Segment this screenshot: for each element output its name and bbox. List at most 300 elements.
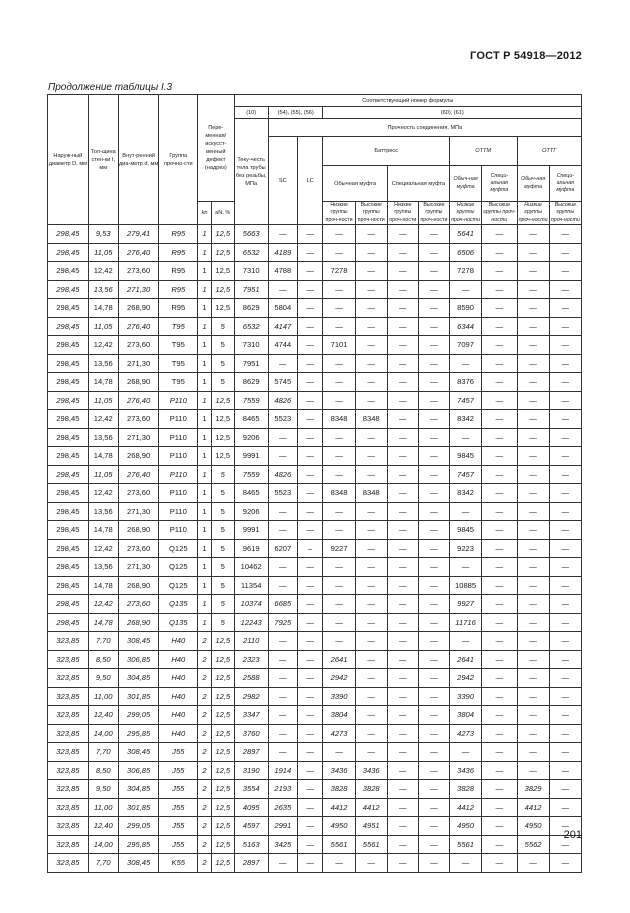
table-cell: —	[297, 687, 323, 706]
table-cell: 298,45	[48, 613, 89, 632]
table-cell: 12,5	[212, 743, 235, 762]
table-cell: 7,70	[88, 632, 118, 651]
table-cell: —	[387, 262, 418, 281]
table-cell: 273,60	[118, 595, 159, 614]
table-cell: 298,45	[48, 595, 89, 614]
table-cell: —	[482, 835, 517, 854]
table-cell: 323,85	[48, 706, 89, 725]
table-cell: —	[449, 428, 481, 447]
table-cell: 8629	[234, 373, 268, 392]
table-cell: R95	[159, 243, 198, 262]
table-cell: —	[355, 558, 387, 577]
table-cell: —	[387, 317, 418, 336]
table-cell: 7,70	[88, 854, 118, 873]
table-cell: 7951	[234, 280, 268, 299]
table-cell: 11,05	[88, 243, 118, 262]
table-cell: 6685	[268, 595, 297, 614]
table-cell: 298,45	[48, 410, 89, 429]
table-cell: 4412	[517, 798, 549, 817]
table-cell: —	[323, 317, 355, 336]
table-cell: 9991	[234, 447, 268, 466]
table-cell: 8348	[355, 410, 387, 429]
table-cell: —	[517, 706, 549, 725]
table-cell: 7925	[268, 613, 297, 632]
table-cell: 12,5	[212, 687, 235, 706]
table-cell: 273,60	[118, 484, 159, 503]
table-cell: 2897	[234, 854, 268, 873]
table-cell: —	[297, 428, 323, 447]
table-cell: 271,30	[118, 558, 159, 577]
table-cell: —	[482, 632, 517, 651]
table-cell: 5561	[355, 835, 387, 854]
table-row	[48, 595, 582, 614]
table-cell: —	[387, 558, 418, 577]
table-cell: 3760	[234, 724, 268, 743]
header-ottg-special: Специ-альная муфта	[549, 166, 581, 202]
table-cell: 298,45	[48, 225, 89, 244]
table-cell: 323,85	[48, 650, 89, 669]
table-cell: 1	[198, 280, 212, 299]
table-cell: —	[355, 428, 387, 447]
table-cell: 298,45	[48, 262, 89, 281]
table-cell: 1	[198, 447, 212, 466]
table-row	[48, 854, 582, 873]
table-cell: 299,05	[118, 817, 159, 836]
table-cell: —	[323, 428, 355, 447]
table-cell: 11,05	[88, 391, 118, 410]
table-cell: —	[355, 706, 387, 725]
table-cell: —	[549, 576, 581, 595]
table-cell: 11,05	[88, 465, 118, 484]
table-cell: 7310	[234, 262, 268, 281]
table-cell: —	[297, 761, 323, 780]
table-cell: 304,85	[118, 780, 159, 799]
table-cell: 3436	[449, 761, 481, 780]
table-cell: 14,78	[88, 299, 118, 318]
table-cell: —	[323, 632, 355, 651]
table-cell: —	[323, 354, 355, 373]
table-cell: 3190	[234, 761, 268, 780]
table-cell: 268,90	[118, 299, 159, 318]
table-cell: 2	[198, 835, 212, 854]
table-cell: 13,56	[88, 280, 118, 299]
table-cell: 9619	[234, 539, 268, 558]
table-cell: 1914	[268, 761, 297, 780]
table-cell: 6532	[234, 243, 268, 262]
table-cell: —	[418, 780, 449, 799]
table-cell: —	[517, 558, 549, 577]
table-cell: —	[387, 447, 418, 466]
table-cell: —	[297, 817, 323, 836]
table-cell: —	[549, 262, 581, 281]
table-cell: —	[297, 650, 323, 669]
table-cell: —	[387, 373, 418, 392]
table-cell: 276,40	[118, 243, 159, 262]
table-cell: 3436	[323, 761, 355, 780]
table-cell: —	[482, 336, 517, 355]
table-cell: —	[418, 521, 449, 540]
table-cell: —	[517, 484, 549, 503]
table-cell: 13,56	[88, 354, 118, 373]
table-cell: —	[387, 650, 418, 669]
table-cell: 298,45	[48, 317, 89, 336]
table-cell: J55	[159, 817, 198, 836]
table-cell: 8465	[234, 410, 268, 429]
table-cell: —	[297, 484, 323, 503]
table-cell: H40	[159, 687, 198, 706]
header-formula-60: (60), (61)	[323, 107, 582, 119]
table-cell: 1	[198, 613, 212, 632]
table-row	[48, 410, 582, 429]
table-cell: 298,45	[48, 373, 89, 392]
header-formula-number: Соответствующий номер формулы	[234, 95, 581, 107]
table-cell: —	[482, 576, 517, 595]
table-cell: —	[549, 299, 581, 318]
table-cell: —	[355, 225, 387, 244]
table-cell: 2588	[234, 669, 268, 688]
table-cell: 273,60	[118, 262, 159, 281]
table-cell: 12,42	[88, 484, 118, 503]
table-cell: 298,45	[48, 558, 89, 577]
table-cell: 5523	[268, 410, 297, 429]
table-row	[48, 391, 582, 410]
table-cell: 1	[198, 502, 212, 521]
table-row	[48, 835, 582, 854]
table-row	[48, 299, 582, 318]
table-cell: H40	[159, 632, 198, 651]
table-cell: 13,56	[88, 428, 118, 447]
table-cell: —	[517, 280, 549, 299]
table-cell: —	[517, 262, 549, 281]
table-cell: P110	[159, 465, 198, 484]
table-cell: 2942	[449, 669, 481, 688]
table-row	[48, 373, 582, 392]
table-cell: —	[297, 798, 323, 817]
table-cell: 5562	[517, 835, 549, 854]
table-cell: —	[449, 280, 481, 299]
table-cell: —	[482, 650, 517, 669]
table-cell: —	[549, 317, 581, 336]
table-row	[48, 780, 582, 799]
table-cell: 301,85	[118, 687, 159, 706]
table-cell: —	[268, 521, 297, 540]
table-cell: 268,90	[118, 373, 159, 392]
table-cell: 12,5	[212, 262, 235, 281]
table-cell: 276,40	[118, 391, 159, 410]
table-cell: —	[549, 798, 581, 817]
table-cell: —	[297, 465, 323, 484]
table-cell: 4412	[355, 798, 387, 817]
table-cell: 9,50	[88, 669, 118, 688]
table-cell: —	[268, 706, 297, 725]
table-cell: —	[323, 521, 355, 540]
table-cell: —	[355, 854, 387, 873]
table-cell: —	[297, 613, 323, 632]
table-cell: —	[549, 780, 581, 799]
table-row	[48, 521, 582, 540]
table-cell: —	[549, 447, 581, 466]
table-cell: 9223	[449, 539, 481, 558]
header-inner-diameter: Внут-ренний диа-метр d, мм	[118, 95, 159, 225]
table-cell: 271,30	[118, 502, 159, 521]
table-cell: 12,5	[212, 835, 235, 854]
header-ottm-special: Специ-альная муфта	[482, 166, 517, 202]
table-row	[48, 539, 582, 558]
table-cell: 3347	[234, 706, 268, 725]
table-cell: 12,5	[212, 243, 235, 262]
table-row	[48, 706, 582, 725]
table-cell: —	[355, 299, 387, 318]
table-cell: 279,41	[118, 225, 159, 244]
table-cell: 2	[198, 632, 212, 651]
table-cell: —	[482, 761, 517, 780]
table-cell: 323,85	[48, 724, 89, 743]
table-cell: P110	[159, 502, 198, 521]
table-cell: —	[387, 669, 418, 688]
table-cell: 9227	[323, 539, 355, 558]
table-cell: 7101	[323, 336, 355, 355]
table-cell: 4273	[449, 724, 481, 743]
table-cell: 3804	[449, 706, 481, 725]
table-cell: 12,42	[88, 262, 118, 281]
table-cell: —	[387, 724, 418, 743]
table-cell: —	[482, 798, 517, 817]
table-cell: 4412	[449, 798, 481, 817]
table-cell: —	[482, 706, 517, 725]
table-cell: —	[297, 521, 323, 540]
table-cell: 2	[198, 761, 212, 780]
table-cell: 4826	[268, 465, 297, 484]
table-row	[48, 817, 582, 836]
table-cell: 14,78	[88, 447, 118, 466]
header-formula-54: (54), (55), (56)	[268, 107, 323, 119]
table-cell: —	[549, 761, 581, 780]
table-cell: —	[549, 558, 581, 577]
header-low-groups: Низкие группы проч-ности	[451, 202, 481, 223]
table-cell: —	[268, 650, 297, 669]
table-cell: 273,60	[118, 539, 159, 558]
table-row	[48, 354, 582, 373]
table-cell: —	[355, 521, 387, 540]
table-cell: 8348	[355, 484, 387, 503]
table-cell: 12,5	[212, 724, 235, 743]
table-cell: —	[355, 743, 387, 762]
table-cell: 12,5	[212, 225, 235, 244]
table-row	[48, 558, 582, 577]
table-cell: 2	[198, 780, 212, 799]
table-cell: 298,45	[48, 539, 89, 558]
table-cell: 5	[212, 336, 235, 355]
table-cell: 5	[212, 576, 235, 595]
table-cell: —	[355, 595, 387, 614]
table-cell: 298,45	[48, 447, 89, 466]
table-cell: 10462	[234, 558, 268, 577]
table-continuation-title: Продолжение таблицы I.3	[48, 82, 173, 93]
page-number: 201	[563, 829, 582, 841]
table-cell: 12,5	[212, 280, 235, 299]
table-cell: H40	[159, 724, 198, 743]
table-cell: —	[482, 558, 517, 577]
table-cell: —	[549, 521, 581, 540]
table-cell: 323,85	[48, 632, 89, 651]
table-cell: —	[355, 262, 387, 281]
table-cell: —	[517, 669, 549, 688]
table-cell: —	[297, 317, 323, 336]
table-cell: —	[387, 761, 418, 780]
table-cell: 9845	[449, 521, 481, 540]
table-cell: —	[549, 410, 581, 429]
table-cell: 298,45	[48, 521, 89, 540]
table-cell: —	[355, 280, 387, 299]
table-cell: R95	[159, 262, 198, 281]
table-cell: P110	[159, 428, 198, 447]
table-cell: —	[482, 854, 517, 873]
table-cell: 14,78	[88, 373, 118, 392]
table-cell: —	[297, 780, 323, 799]
table-cell: —	[549, 743, 581, 762]
table-cell: —	[387, 410, 418, 429]
table-cell: —	[549, 336, 581, 355]
table-row	[48, 465, 582, 484]
table-cell: 2	[198, 706, 212, 725]
table-cell: 8348	[323, 484, 355, 503]
table-cell: 12,42	[88, 595, 118, 614]
table-row	[48, 613, 582, 632]
table-cell: —	[549, 225, 581, 244]
table-cell: —	[268, 225, 297, 244]
table-cell: —	[517, 225, 549, 244]
table-cell: 1	[198, 243, 212, 262]
table-cell: —	[517, 595, 549, 614]
header-formula-10: (10)	[234, 107, 268, 119]
table-cell: 9845	[449, 447, 481, 466]
table-cell: 12,5	[212, 410, 235, 429]
header-buttress: Баттресс	[323, 137, 450, 166]
table-cell: —	[297, 835, 323, 854]
table-cell: 295,85	[118, 835, 159, 854]
table-cell: 3390	[323, 687, 355, 706]
table-cell: —	[418, 225, 449, 244]
table-cell: 299,05	[118, 706, 159, 725]
table-cell: 4950	[323, 817, 355, 836]
table-cell: 1	[198, 558, 212, 577]
table-row	[48, 225, 582, 244]
table-cell: 5641	[449, 225, 481, 244]
table-cell: 7559	[234, 391, 268, 410]
table-row	[48, 317, 582, 336]
table-cell: –	[297, 539, 323, 558]
table-cell: —	[517, 317, 549, 336]
table-cell: —	[517, 465, 549, 484]
table-cell: 4788	[268, 262, 297, 281]
table-cell: 5	[212, 521, 235, 540]
table-cell: 7,70	[88, 743, 118, 762]
table-cell: —	[297, 706, 323, 725]
table-cell: —	[418, 354, 449, 373]
table-cell: —	[482, 465, 517, 484]
table-cell: 8465	[234, 484, 268, 503]
table-cell: 9,50	[88, 780, 118, 799]
table-cell: 9991	[234, 521, 268, 540]
table-cell: —	[387, 817, 418, 836]
table-cell: —	[549, 817, 581, 836]
table-cell: 6344	[449, 317, 481, 336]
table-cell: 5523	[268, 484, 297, 503]
table-cell: —	[387, 595, 418, 614]
table-cell: —	[387, 687, 418, 706]
header-strength-group: Группа прочно-сти	[159, 95, 198, 225]
table-cell: —	[355, 669, 387, 688]
table-cell: 2193	[268, 780, 297, 799]
table-cell: 323,85	[48, 854, 89, 873]
table-cell: —	[549, 632, 581, 651]
table-cell: 3829	[517, 780, 549, 799]
table-cell: 323,85	[48, 761, 89, 780]
table-cell: K55	[159, 854, 198, 873]
table-cell: —	[549, 391, 581, 410]
table-cell: —	[297, 410, 323, 429]
table-cell: —	[549, 613, 581, 632]
table-cell: —	[517, 521, 549, 540]
table-cell: —	[482, 743, 517, 762]
table-cell: —	[482, 817, 517, 836]
table-cell: 8348	[323, 410, 355, 429]
table-cell: —	[297, 354, 323, 373]
table-cell: —	[418, 336, 449, 355]
table-cell: J55	[159, 835, 198, 854]
table-cell: 4147	[268, 317, 297, 336]
table-cell: 2635	[268, 798, 297, 817]
table-cell: —	[549, 465, 581, 484]
table-cell: —	[449, 354, 481, 373]
table-cell: P110	[159, 391, 198, 410]
table-row	[48, 484, 582, 503]
table-cell: —	[482, 391, 517, 410]
header-defect: Пере-менная/ искусст-венный дефект (надрез)	[198, 95, 234, 202]
table-cell: —	[323, 465, 355, 484]
table-cell: T95	[159, 373, 198, 392]
table-cell: —	[549, 484, 581, 503]
table-cell: —	[387, 299, 418, 318]
table-cell: 14,78	[88, 521, 118, 540]
table-cell: —	[355, 687, 387, 706]
table-cell: 298,45	[48, 336, 89, 355]
table-cell: 4950	[517, 817, 549, 836]
table-cell: 298,45	[48, 280, 89, 299]
table-cell: 308,45	[118, 854, 159, 873]
table-cell: 295,85	[118, 724, 159, 743]
table-cell: —	[387, 521, 418, 540]
table-cell: 14,78	[88, 613, 118, 632]
table-cell: —	[418, 576, 449, 595]
table-cell: —	[517, 373, 549, 392]
table-cell: —	[297, 576, 323, 595]
table-cell: —	[482, 280, 517, 299]
table-cell: —	[449, 558, 481, 577]
table-cell: 8590	[449, 299, 481, 318]
table-cell: —	[549, 428, 581, 447]
table-cell: 2991	[268, 817, 297, 836]
header-high-groups: Высокие группы проч-ности	[418, 202, 449, 225]
table-cell: —	[549, 687, 581, 706]
table-cell: —	[355, 391, 387, 410]
table-cell: —	[482, 539, 517, 558]
table-cell: 5	[212, 613, 235, 632]
table-cell: —	[517, 854, 549, 873]
table-cell: 6532	[234, 317, 268, 336]
table-cell: —	[449, 743, 481, 762]
table-cell: 2897	[234, 743, 268, 762]
